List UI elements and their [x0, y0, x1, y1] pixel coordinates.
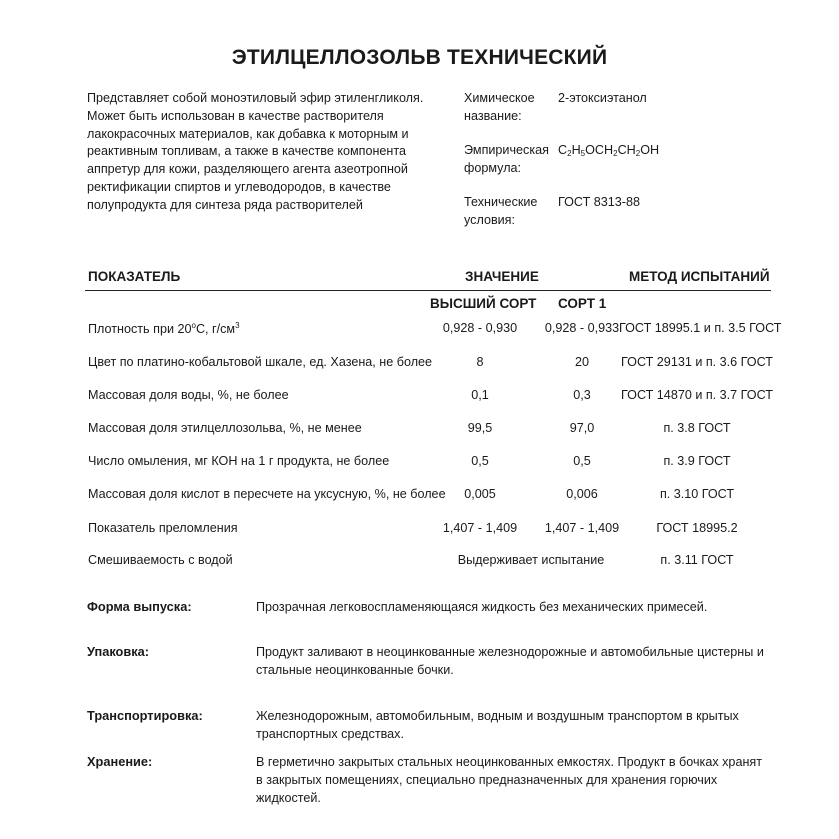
table-row [0, 487, 839, 507]
row-value-top: 0,1 [471, 388, 489, 402]
chemical-name-label: Химическое название: [464, 91, 535, 123]
row-method: ГОСТ 18995.1 и п. 3.5 ГОСТ [619, 321, 782, 335]
storage-label: Хранение: [87, 754, 153, 769]
row-name: Массовая доля кислот в пересчете на уксусную, %, не более [88, 487, 446, 501]
release-form-label: Форма выпуска: [87, 599, 192, 614]
table-row [0, 388, 839, 408]
grade-1-header: СОРТ 1 [558, 296, 607, 311]
row-value-top: 0,005 [464, 487, 496, 501]
row-value-merged: Выдерживает испытание [457, 553, 605, 567]
row-name: Число омыления, мг КОН на 1 г продукта, не более [88, 454, 390, 468]
packaging-text: Продукт заливают в неоцинкованные железнодорожные и автомобильные цистерны и стальные неоцинкованные бочки. [256, 645, 764, 677]
row-value-grade1: 0,5 [573, 454, 591, 468]
formula-value: $C_2H_5OCH_2CH_2OH$ [558, 143, 660, 158]
row-value-grade1: 0,3 [573, 388, 591, 402]
table-row [0, 454, 839, 474]
row-name: Цвет по платино-кобальтовой шкале, ед. Хазена, не более [88, 355, 433, 369]
tech-conditions-label: Технические условия: [464, 195, 538, 227]
col-value-header: ЗНАЧЕНИЕ [465, 269, 539, 284]
row-value-top: 0,928 - 0,930 [442, 321, 518, 335]
row-value-top: 1,407 - 1,409 [442, 521, 518, 535]
page-title: ЭТИЛЦЕЛЛОЗОЛЬВ ТЕХНИЧЕСКИЙ [231, 46, 608, 69]
col-method-header: МЕТОД ИСПЫТАНИЙ [629, 269, 770, 284]
row-value-grade1: 0,006 [566, 487, 598, 501]
table-row [0, 355, 839, 375]
row-method: п. 3.9 ГОСТ [663, 454, 731, 468]
transportation-label: Транспортировка: [87, 708, 203, 723]
row-method: ГОСТ 29131 и п. 3.6 ГОСТ [621, 355, 773, 369]
row-value-top: 0,5 [471, 454, 489, 468]
row-method: п. 3.8 ГОСТ [663, 421, 731, 435]
row-method: ГОСТ 14870 и п. 3.7 ГОСТ [621, 388, 773, 402]
row-name: Плотность при $20^оС$, $г/см^3$ [88, 321, 240, 336]
row-value-grade1: 1,407 - 1,409 [544, 521, 620, 535]
row-value-grade1: 20 [574, 355, 589, 369]
row-name: Показатель преломления [88, 521, 238, 535]
tech-conditions-value: ГОСТ 8313-88 [558, 195, 640, 209]
formula-label: Эмпирическая формула: [464, 143, 549, 175]
row-value-top: 99,5 [467, 421, 493, 435]
table-row [0, 421, 839, 441]
packaging-label: Упаковка: [87, 644, 150, 659]
table-row [0, 321, 839, 341]
header-divider [85, 290, 771, 291]
product-description: Представляет собой моноэтиловый эфир этиленгликоля. Может быть использован в качестве растворителя лакокрасочных материалов, как добавка к моторным и реактивным топливам, а также в качестве компонента аппретур для кожи, разделяющего агента азеотропной ректификации спиртов и углеводородов, в качестве полупродукта для синтеза ряда растворителей [87, 91, 424, 212]
col-indicator-header: ПОКАЗАТЕЛЬ [88, 269, 181, 284]
chemical-name-value: 2-этоксиэтанол [558, 91, 647, 105]
storage-text: В герметично закрытых стальных неоцинкованных емкостях. Продукт в бочках хранят в закрытых помещениях, специально предназначенных для хранения горючих жидкостей. [256, 755, 762, 805]
row-method: п. 3.10 ГОСТ [659, 487, 735, 501]
row-value-top: 8 [476, 355, 484, 369]
row-value-grade1: 97,0 [569, 421, 595, 435]
row-method: п. 3.11 ГОСТ [660, 553, 734, 567]
row-name: Массовая доля воды, %, не более [88, 388, 289, 402]
row-name: Массовая доля этилцеллозольва, %, не менее [88, 421, 362, 435]
grade-top-header: ВЫСШИЙ СОРТ [430, 296, 537, 311]
table-row [0, 553, 839, 573]
row-name: Смешиваемость с водой [88, 553, 233, 567]
table-row [0, 521, 839, 541]
row-value-grade1: 0,928 - 0,933 [544, 321, 620, 335]
transportation-text: Железнодорожным, автомобильным, водным и воздушным транспортом в крытых транспортных средствах. [256, 709, 739, 741]
release-form-text: Прозрачная легковоспламеняющаяся жидкость без механических примесей. [256, 600, 708, 614]
row-method: ГОСТ 18995.2 [656, 521, 738, 535]
